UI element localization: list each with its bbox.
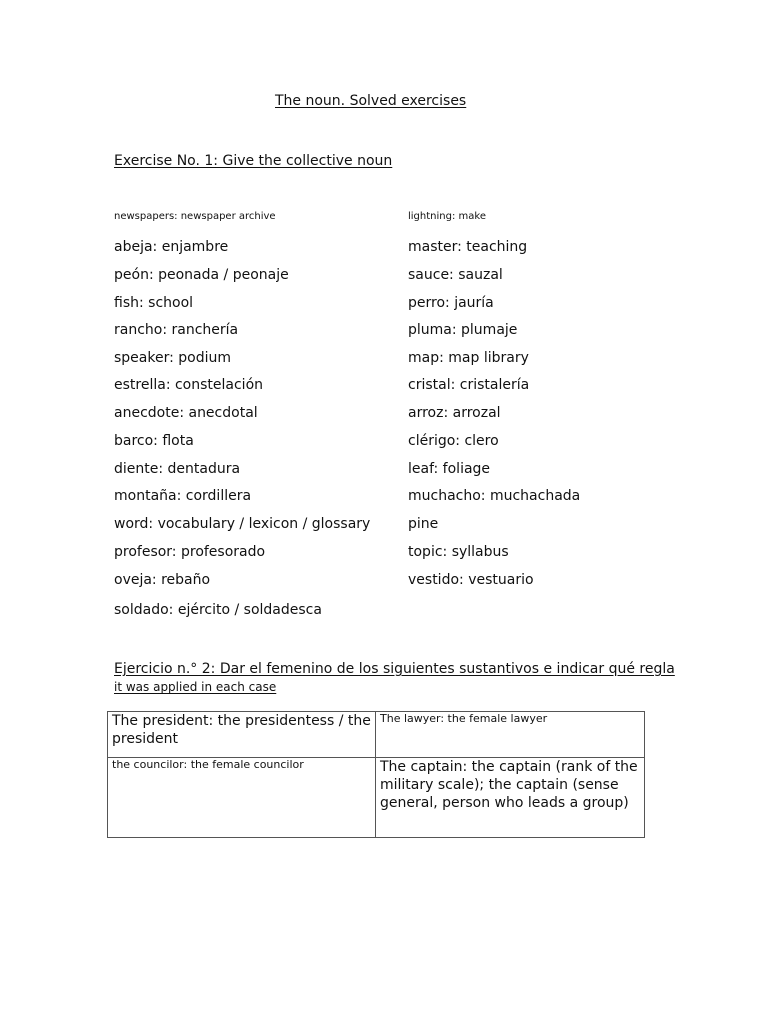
collective-pair-left: anecdote: anecdotal [114, 405, 258, 421]
collective-pair-right: topic: syllabus [408, 544, 509, 560]
collective-pair-right: clérigo: clero [408, 433, 499, 449]
collective-pair-right: sauce: sauzal [408, 267, 503, 283]
collective-pair-left: peón: peonada / peonaje [114, 267, 289, 283]
collective-pair-right: muchacho: muchachada [408, 488, 581, 504]
exercise-1-small-right-item: lightning: make [408, 211, 486, 222]
exercise-1-heading: Exercise No. 1: Give the collective noun [114, 153, 393, 169]
collective-pair-right: vestido: vestuario [408, 572, 534, 588]
table-cell [376, 712, 645, 758]
collective-pair-left: oveja: rebaño [114, 572, 211, 588]
cell-text: The captain: the captain (rank of the military scale); the captain (sense general, person who leads a group) [380, 759, 638, 811]
collective-pair-left: barco: flota [114, 433, 194, 449]
table-cell [376, 758, 645, 838]
collective-pair-right: master: teaching [408, 239, 528, 255]
collective-pair-right: cristal: cristalería [408, 377, 530, 393]
collective-pair-right: pluma: plumaje [408, 322, 518, 338]
collective-pair-left: rancho: ranchería [114, 322, 239, 338]
exercise-2-heading-continuation: it was applied in each case [114, 680, 277, 694]
collective-pair-left: diente: dentadura [114, 461, 241, 477]
collective-pair-left: abeja: enjambre [114, 239, 229, 255]
cell-text: The lawyer: the female lawyer [380, 712, 548, 725]
collective-pair-left: fish: school [114, 295, 194, 311]
collective-pair-left: montaña: cordillera [114, 488, 252, 504]
table-cell [108, 758, 376, 838]
table-cell [108, 712, 376, 758]
collective-pair-left: soldado: ejército / soldadesca [114, 602, 322, 618]
collective-pair-left: estrella: constelación [114, 377, 264, 393]
table-row [108, 758, 645, 838]
collective-pair-right: leaf: foliage [408, 461, 491, 477]
collective-pair-right: map: map library [408, 350, 529, 366]
exercise-2-heading: Ejercicio n.° 2: Dar el femenino de los siguientes sustantivos e indicar qué regla [114, 661, 675, 677]
collective-pair-left: word: vocabulary / lexicon / glossary [114, 516, 371, 532]
cell-text: The president: the presidentess / the president [112, 713, 371, 747]
cell-text: the councilor: the female councilor [112, 758, 304, 771]
exercise-1-small-left-item: newspapers: newspaper archive [114, 211, 276, 222]
collective-pair-left: profesor: profesorado [114, 544, 266, 560]
document-title: The noun. Solved exercises [275, 93, 467, 109]
collective-pair-left: speaker: podium [114, 350, 232, 366]
table-row [108, 712, 645, 758]
feminine-nouns-table [107, 711, 645, 838]
collective-pair-right: perro: jauría [408, 295, 494, 311]
collective-pair-right: pine [408, 516, 439, 532]
collective-pair-right: arroz: arrozal [408, 405, 501, 421]
